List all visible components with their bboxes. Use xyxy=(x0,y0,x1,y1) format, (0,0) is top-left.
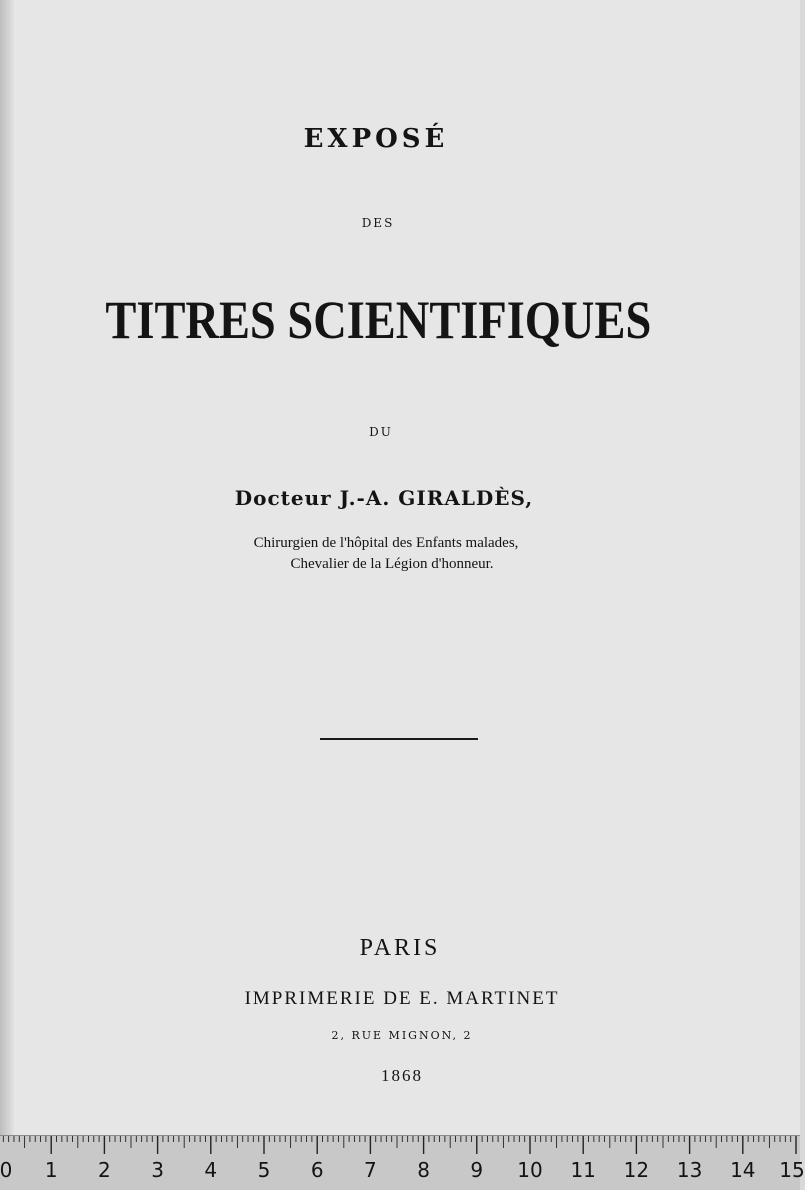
printer-address: 2, RUE MIGNON, 2 xyxy=(331,1029,473,1042)
title-des: DES xyxy=(361,216,395,230)
author-name: Docteur J.-A. GIRALDÈS, xyxy=(234,486,534,510)
ruler-number: 5 xyxy=(257,1158,271,1182)
ruler-number: 4 xyxy=(204,1158,218,1182)
ruler-number: 14 xyxy=(730,1158,756,1182)
ruler-number: 15 xyxy=(779,1158,805,1182)
ruler-number: 3 xyxy=(151,1158,164,1182)
ruler-number: 9 xyxy=(470,1158,484,1182)
title-expose: EXPOSÉ xyxy=(303,124,449,154)
measuring-ruler xyxy=(0,1135,805,1190)
ruler-number: 13 xyxy=(676,1158,703,1182)
title-du: DU xyxy=(369,425,393,439)
ruler-number: 1 xyxy=(44,1158,58,1182)
ruler-number: 8 xyxy=(417,1158,430,1182)
ruler-number: 7 xyxy=(364,1158,377,1182)
ruler-number: 11 xyxy=(570,1158,596,1182)
ruler-number: 10 xyxy=(517,1158,543,1182)
main-title: TITRES SCIENTIFIQUES xyxy=(105,290,652,350)
publication-year: 1868 xyxy=(381,1066,423,1085)
ruler-number: 6 xyxy=(310,1158,324,1182)
publication-city: PARIS xyxy=(359,935,441,961)
divider-rule xyxy=(320,738,478,740)
author-role-line1: Chirurgien de l'hôpital des Enfants malades, xyxy=(253,535,519,551)
author-role-line2: Chevalier de la Légion d'honneur. xyxy=(290,556,494,572)
ruler-number: 2 xyxy=(98,1158,111,1182)
printer-name: IMPRIMERIE DE E. MARTINET xyxy=(244,988,560,1009)
ruler-number: 12 xyxy=(623,1158,650,1182)
ruler-number: 0 xyxy=(0,1158,13,1182)
